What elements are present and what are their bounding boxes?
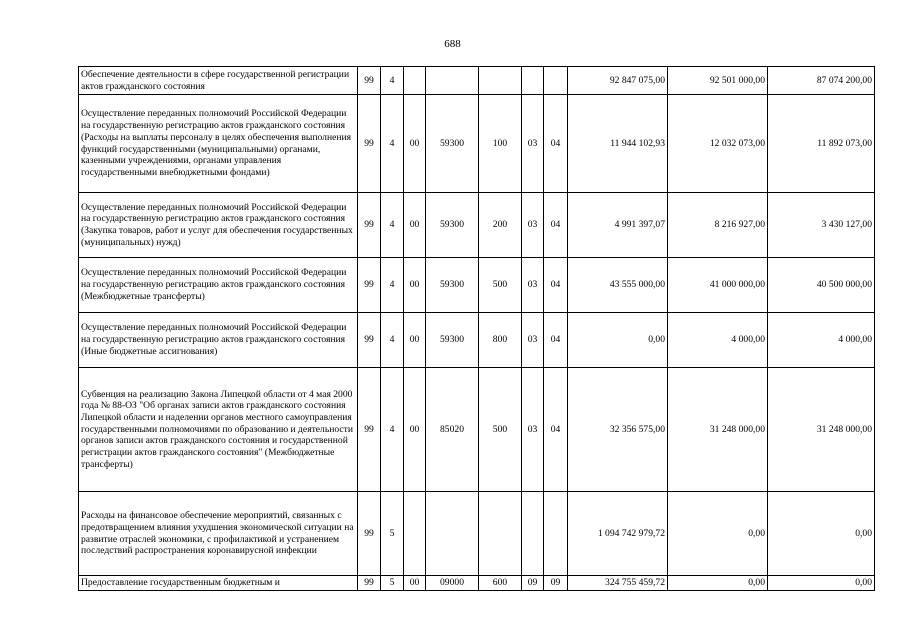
code-cell: 5 [381,492,404,576]
amount-cell: 32 356 575,00 [568,368,668,492]
amount-cell: 92 847 075,00 [568,67,668,95]
table-row [79,576,875,591]
table-row [79,67,875,95]
code-cell: 4 [381,313,404,368]
table-row [79,368,875,492]
code-cell: 03 [522,193,544,258]
code-cell: 99 [358,258,381,313]
code-cell: 4 [381,67,404,95]
amount-cell: 324 755 459,72 [568,576,668,591]
code-cell: 4 [381,193,404,258]
code-cell [479,67,522,95]
code-cell [404,492,426,576]
code-cell: 04 [544,368,568,492]
amount-cell: 8 216 927,00 [668,193,768,258]
table-row [79,95,875,193]
code-cell: 04 [544,258,568,313]
code-cell: 200 [479,193,522,258]
page-number: 688 [444,38,461,50]
row-description: Расходы на финансовое обеспечение мероприятий, связанных с предотвращением влияния ухудшения экономической ситуации на развитие отраслей экономики, с профилактикой и устранением последствий распространения коронавирусной инфекции [79,492,358,576]
amount-cell: 0,00 [668,576,768,591]
code-cell: 800 [479,313,522,368]
amount-cell: 11 944 102,93 [568,95,668,193]
amount-cell: 0,00 [668,492,768,576]
code-cell: 09 [522,576,544,591]
row-description: Осуществление переданных полномочий Российской Федерации на государственную регистрацию актов гражданского состояния (Иные бюджетные ассигнования) [79,313,358,368]
code-cell [479,492,522,576]
table-row [79,492,875,576]
amount-cell: 12 032 073,00 [668,95,768,193]
amount-cell: 40 500 000,00 [768,258,875,313]
code-cell: 500 [479,258,522,313]
code-cell: 99 [358,95,381,193]
amount-cell: 92 501 000,00 [668,67,768,95]
code-cell: 99 [358,368,381,492]
code-cell [522,492,544,576]
amount-cell: 4 000,00 [768,313,875,368]
amount-cell: 31 248 000,00 [668,368,768,492]
row-description: Осуществление переданных полномочий Российской Федерации на государственную регистрацию актов гражданского состояния (Закупка товаров, работ и услуг для обеспечения государственных (муниципальных) нужд) [79,193,358,258]
row-description: Субвенция на реализацию Закона Липецкой области от 4 мая 2000 года № 88-ОЗ "Об органах записи актов гражданского состояния Липецкой области и наделении органов местного самоуправления государственными полномочиями по образованию и деятельности органов записи актов гражданского состояния и государственной регистрации актов гражданского состояния" (Межбюджетные трансферты) [79,368,358,492]
code-cell: 04 [544,95,568,193]
code-cell: 99 [358,193,381,258]
amount-cell: 41 000 000,00 [668,258,768,313]
code-cell [404,67,426,95]
amount-cell: 0,00 [768,576,875,591]
code-cell: 600 [479,576,522,591]
code-cell: 85020 [426,368,479,492]
amount-cell: 43 555 000,00 [568,258,668,313]
code-cell: 09000 [426,576,479,591]
code-cell: 00 [404,193,426,258]
code-cell: 500 [479,368,522,492]
amount-cell: 4 991 397,07 [568,193,668,258]
code-cell: 03 [522,368,544,492]
row-description: Предоставление государственным бюджетным и [79,576,358,591]
table-row [79,313,875,368]
code-cell: 00 [404,576,426,591]
amount-cell: 4 000,00 [668,313,768,368]
code-cell: 4 [381,368,404,492]
code-cell: 04 [544,313,568,368]
row-description: Обеспечение деятельности в сфере государственной регистрации актов гражданского состояния [79,67,358,95]
code-cell: 100 [479,95,522,193]
code-cell: 00 [404,368,426,492]
code-cell: 00 [404,313,426,368]
code-cell: 04 [544,193,568,258]
amount-cell: 0,00 [768,492,875,576]
code-cell: 4 [381,258,404,313]
code-cell: 59300 [426,95,479,193]
code-cell: 99 [358,313,381,368]
code-cell [544,67,568,95]
code-cell: 00 [404,95,426,193]
amount-cell: 11 892 073,00 [768,95,875,193]
code-cell: 59300 [426,258,479,313]
amount-cell: 1 094 742 979,72 [568,492,668,576]
row-description: Осуществление переданных полномочий Российской Федерации на государственную регистрацию актов гражданского состояния (Межбюджетные трансферты) [79,258,358,313]
row-description: Осуществление переданных полномочий Российской Федерации на государственную регистрацию актов гражданского состояния (Расходы на выплаты персоналу в целях обеспечения выполнения функций государственными (муниципальными) органами, казенными учреждениями, органами управления государственными внебюджетными фондами) [79,95,358,193]
code-cell: 99 [358,492,381,576]
amount-cell: 87 074 200,00 [768,67,875,95]
code-cell: 09 [544,576,568,591]
code-cell: 03 [522,258,544,313]
code-cell: 99 [358,576,381,591]
code-cell [522,67,544,95]
code-cell: 99 [358,67,381,95]
code-cell: 59300 [426,313,479,368]
code-cell: 59300 [426,193,479,258]
table-row [79,258,875,313]
table-row [79,193,875,258]
code-cell [426,67,479,95]
amount-cell: 3 430 127,00 [768,193,875,258]
amount-cell: 0,00 [568,313,668,368]
code-cell: 5 [381,576,404,591]
amount-cell: 31 248 000,00 [768,368,875,492]
code-cell: 03 [522,95,544,193]
code-cell: 00 [404,258,426,313]
code-cell: 03 [522,313,544,368]
code-cell [426,492,479,576]
code-cell [544,492,568,576]
budget-table [78,66,875,591]
code-cell: 4 [381,95,404,193]
